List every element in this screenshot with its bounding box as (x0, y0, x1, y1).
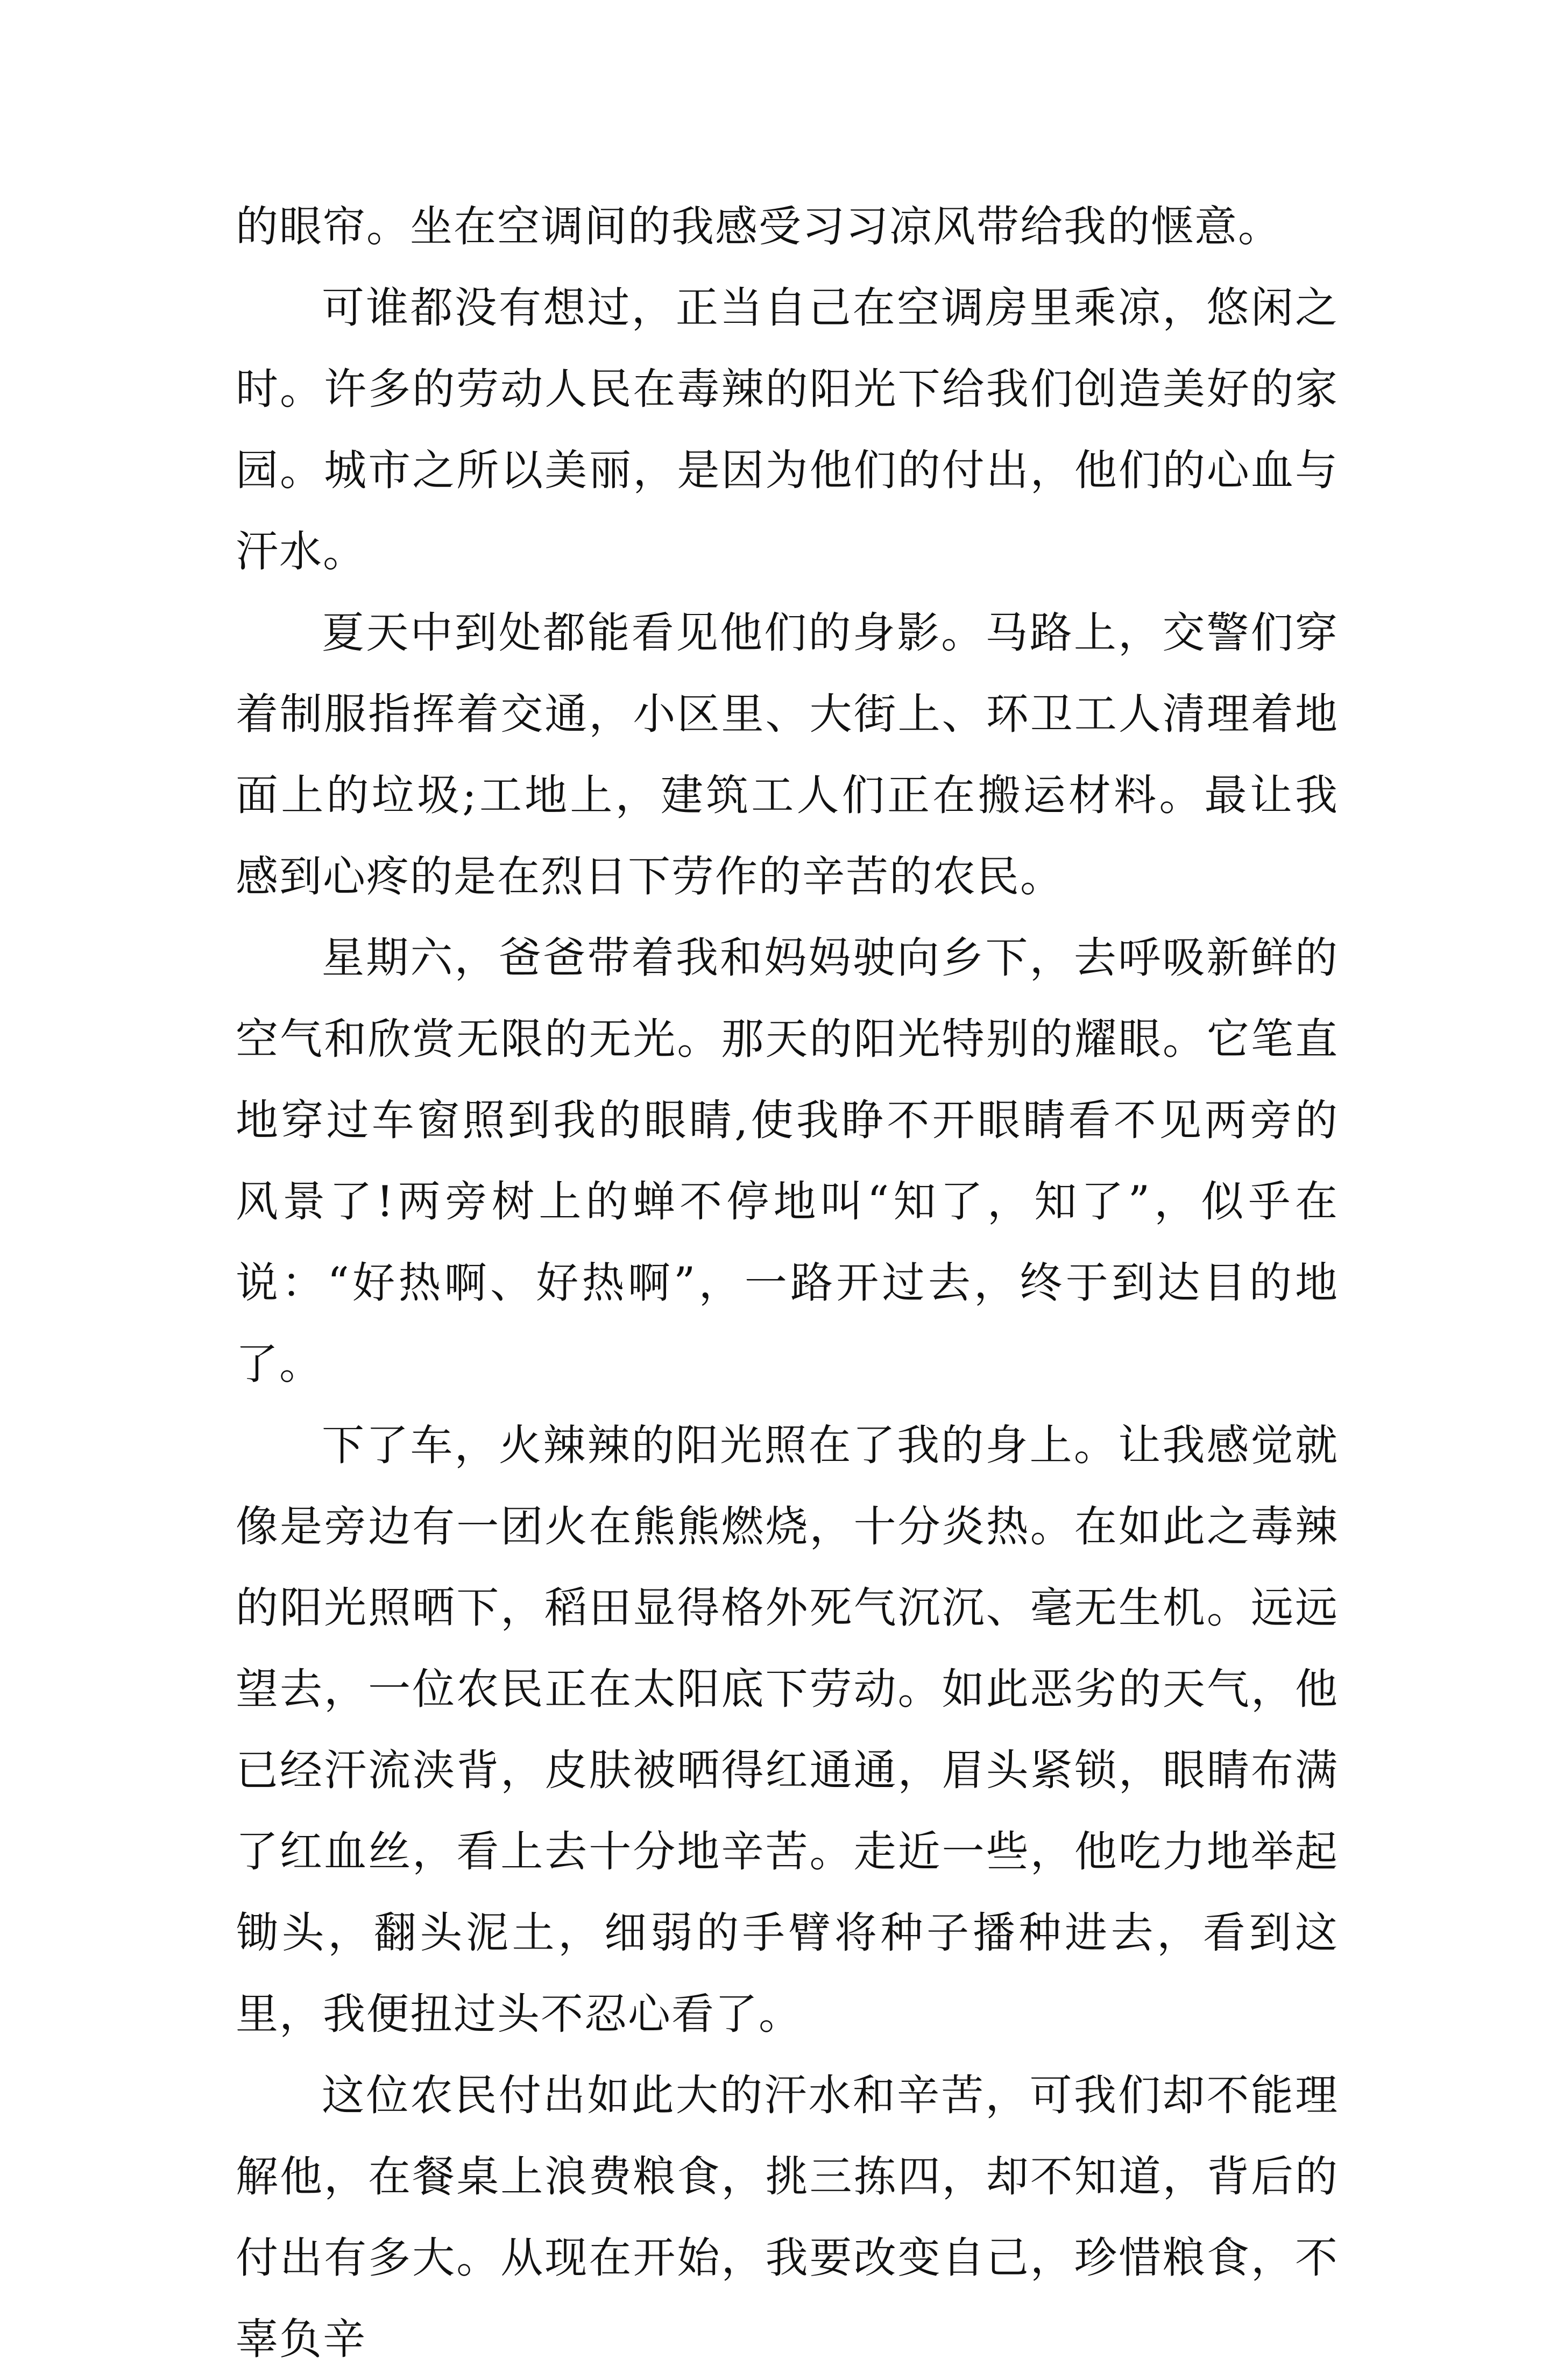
paragraph: 的眼帘。坐在空调间的我感受习习凉风带给我的惬意。 (236, 202, 1282, 251)
paragraph: 下了车，火辣辣的阳光照在了我的身上。让我感觉就像是旁边有一团火在熊熊燃烧，十分炎热。在如此之毒辣的阳光照晒下，稻田显得格外死气沉沉、毫无生机。远远望去，一位农民正在太阳底下劳动。如此恶劣的天气，他已经汗流浃背，皮肤被晒得红通通，眉头紧锁，眼睛布满了红血丝，看上去十分地辛苦。走近一些，他吃力地举起锄头，翻头泥土，细弱的手臂将种子播种进去，看到这里，我便扭过头不忍心看了。 (236, 1421, 1339, 2039)
paragraph: 可谁都没有想过，正当自己在空调房里乘凉，悠闲之时。许多的劳动人民在毒辣的阳光下给我们创造美好的家园。城市之所以美丽，是因为他们的付出，他们的心血与汗水。 (236, 283, 1339, 576)
paragraph: 夏天中到处都能看见他们的身影。马路上，交警们穿着制服指挥着交通，小区里、大街上、环卫工人清理着地面上的垃圾;工地上，建筑工人们正在搬运材料。最让我感到心疼的是在烈日下劳作的辛苦的农民。 (236, 608, 1339, 901)
document-body (236, 186, 1339, 2380)
paragraph: 这位农民付出如此大的汗水和辛苦，可我们却不能理解他，在餐桌上浪费粮食，挑三拣四，却不知道，背后的付出有多大。从现在开始，我要改变自己，珍惜粮食，不辜负辛 (236, 2071, 1339, 2364)
paragraph: 星期六，爸爸带着我和妈妈驶向乡下，去呼吸新鲜的空气和欣赏无限的无光。那天的阳光特别的耀眼。它笔直地穿过车窗照到我的眼睛,使我睁不开眼睛看不见两旁的风景了!两旁树上的蝉不停地叫“知了，知了”，似乎在说：“好热啊、好热啊”，一路开过去，终于到达目的地了。 (236, 933, 1339, 1389)
